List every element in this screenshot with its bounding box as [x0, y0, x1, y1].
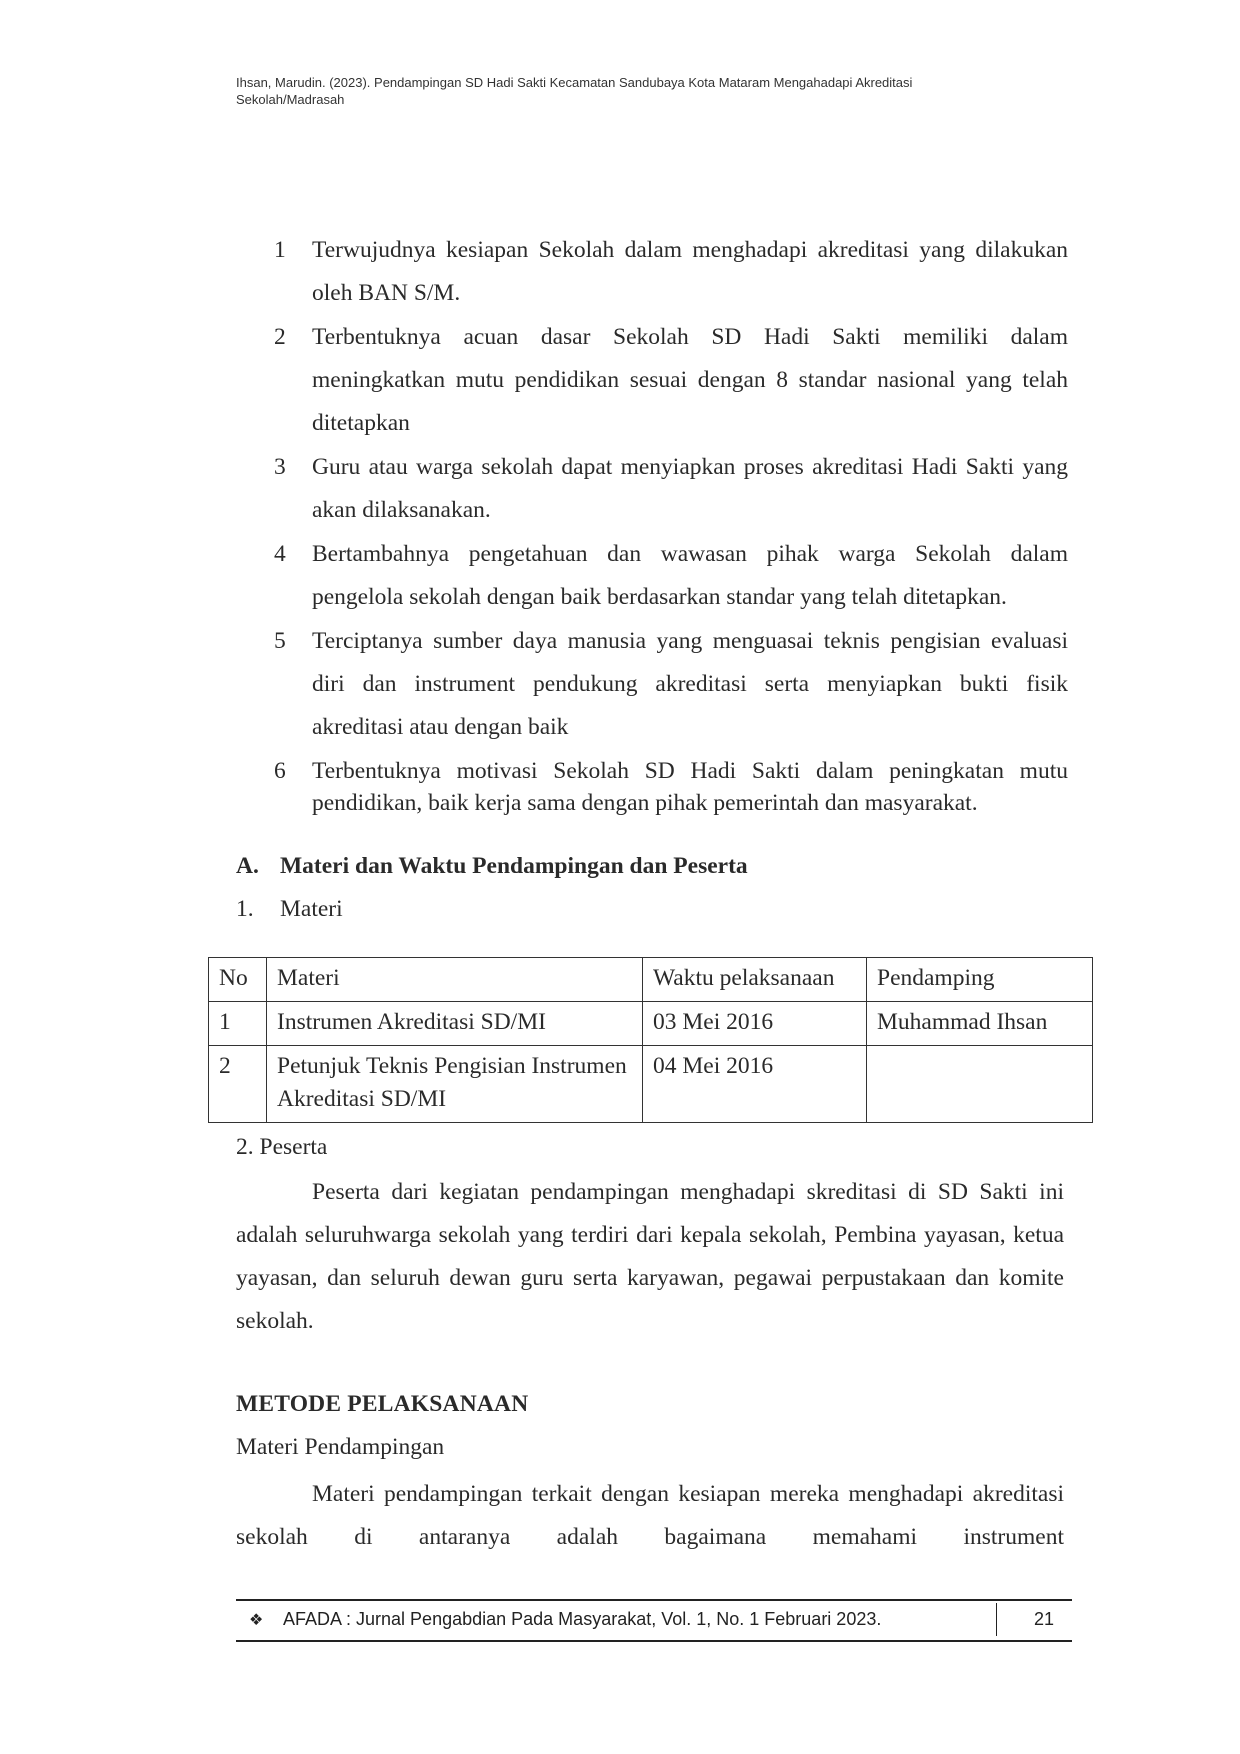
- page-number: 21: [1034, 1609, 1055, 1629]
- table-header-row: [209, 958, 1093, 1002]
- subheading-materi: [236, 894, 343, 924]
- header-pendamping: Pendamping: [867, 958, 1093, 1002]
- peserta-paragraph: Peserta dari kegiatan pendampingan menghadapi skreditasi di SD Sakti ini adalah seluruhwarga sekolah yang terdiri dari kepala sekolah, Pembina yayasan, ketua yayasan, dan seluruh dewan guru serta karyawan, pegawai perpustakaan dan komite sekolah.: [236, 1179, 1064, 1334]
- list-item: [268, 316, 1068, 445]
- subheading-peserta: 2. Peserta: [236, 1134, 328, 1160]
- table-row: [209, 1002, 1093, 1046]
- list-item-number: 3: [274, 454, 286, 480]
- list-item-text: Bertambahnya pengetahuan dan wawasan pihak warga Sekolah dalam pengelola sekolah dengan baik berdasarkan standar yang telah ditetapkan.: [312, 541, 1068, 610]
- cell-pendamping: Muhammad Ihsan: [867, 1002, 1093, 1046]
- footer-rule-bottom: [236, 1640, 1072, 1642]
- list-item-number: 2: [274, 324, 286, 350]
- running-header: Ihsan, Marudin. (2023). Pendampingan SD Hadi Sakti Kecamatan Sandubaya Kota Mataram Mengahadapi Akreditasi Sekolah/Madrasah: [236, 75, 913, 107]
- cell-materi: Petunjuk Teknis Pengisian Instrumen Akreditasi SD/MI: [267, 1046, 643, 1123]
- list-item-text: Terciptanya sumber daya manusia yang menguasai teknis pengisian evaluasi diri dan instrument pendukung akreditasi serta menyiapkan bukti fisik akreditasi atau dengan baik: [312, 628, 1068, 740]
- table-row: [209, 1046, 1093, 1123]
- outcomes-list: [268, 229, 1068, 820]
- footer-separator: [996, 1603, 997, 1636]
- subheading-label: Materi: [280, 896, 343, 922]
- cell-no: 1: [209, 1002, 267, 1046]
- list-item-number: 1: [274, 237, 286, 263]
- list-item: [268, 750, 1068, 819]
- diamond-bullet-icon: ❖: [249, 1610, 264, 1629]
- list-item-number: 5: [274, 628, 286, 654]
- section-letter: A.: [236, 853, 259, 879]
- list-item-text: Terwujudnya kesiapan Sekolah dalam menghadapi akreditasi yang dilakukan oleh BAN S/M.: [312, 237, 1068, 306]
- materi-paragraph: Materi pendampingan terkait dengan kesiapan mereka menghadapi akreditasi sekolah di antaranya adalah bagaimana memahami instrument: [236, 1481, 1064, 1550]
- materi-table: [208, 957, 1093, 1123]
- metode-heading: METODE PELAKSANAAN: [236, 1391, 529, 1417]
- section-title: Materi dan Waktu Pendampingan dan Peserta: [280, 853, 748, 879]
- footer-rule-top: [236, 1599, 1072, 1601]
- list-item: [268, 229, 1068, 315]
- cell-no: 2: [209, 1046, 267, 1123]
- cell-waktu: 04 Mei 2016: [643, 1046, 867, 1123]
- list-item-number: 6: [274, 758, 286, 784]
- materi-pendampingan-label: Materi Pendampingan: [236, 1434, 445, 1460]
- footer-journal: AFADA : Jurnal Pengabdian Pada Masyarakat, Vol. 1, No. 1 Februari 2023.: [283, 1609, 882, 1629]
- cell-materi: Instrumen Akreditasi SD/MI: [267, 1002, 643, 1046]
- list-item-text: Guru atau warga sekolah dapat menyiapkan proses akreditasi Hadi Sakti yang akan dilaksanakan.: [312, 454, 1068, 523]
- header-waktu: Waktu pelaksanaan: [643, 958, 867, 1002]
- cell-waktu: 03 Mei 2016: [643, 1002, 867, 1046]
- header-no: No: [209, 958, 267, 1002]
- list-item: [268, 620, 1068, 749]
- list-item-text: Terbentuknya acuan dasar Sekolah SD Hadi Sakti memiliki dalam meningkatkan mutu pendidikan sesuai dengan 8 standar nasional yang telah ditetapkan: [312, 324, 1068, 436]
- list-item: [268, 533, 1068, 619]
- section-heading-a: [236, 851, 748, 881]
- list-item-number: 4: [274, 541, 286, 567]
- cell-pendamping: [867, 1046, 1093, 1123]
- list-item-text: Terbentuknya motivasi Sekolah SD Hadi Sakti dalam peningkatan mutu pendidikan, baik kerja sama dengan pihak pemerintah dan masyarakat.: [312, 758, 1068, 816]
- list-item: [268, 446, 1068, 532]
- header-materi: Materi: [267, 958, 643, 1002]
- subheading-number: 1.: [236, 896, 254, 922]
